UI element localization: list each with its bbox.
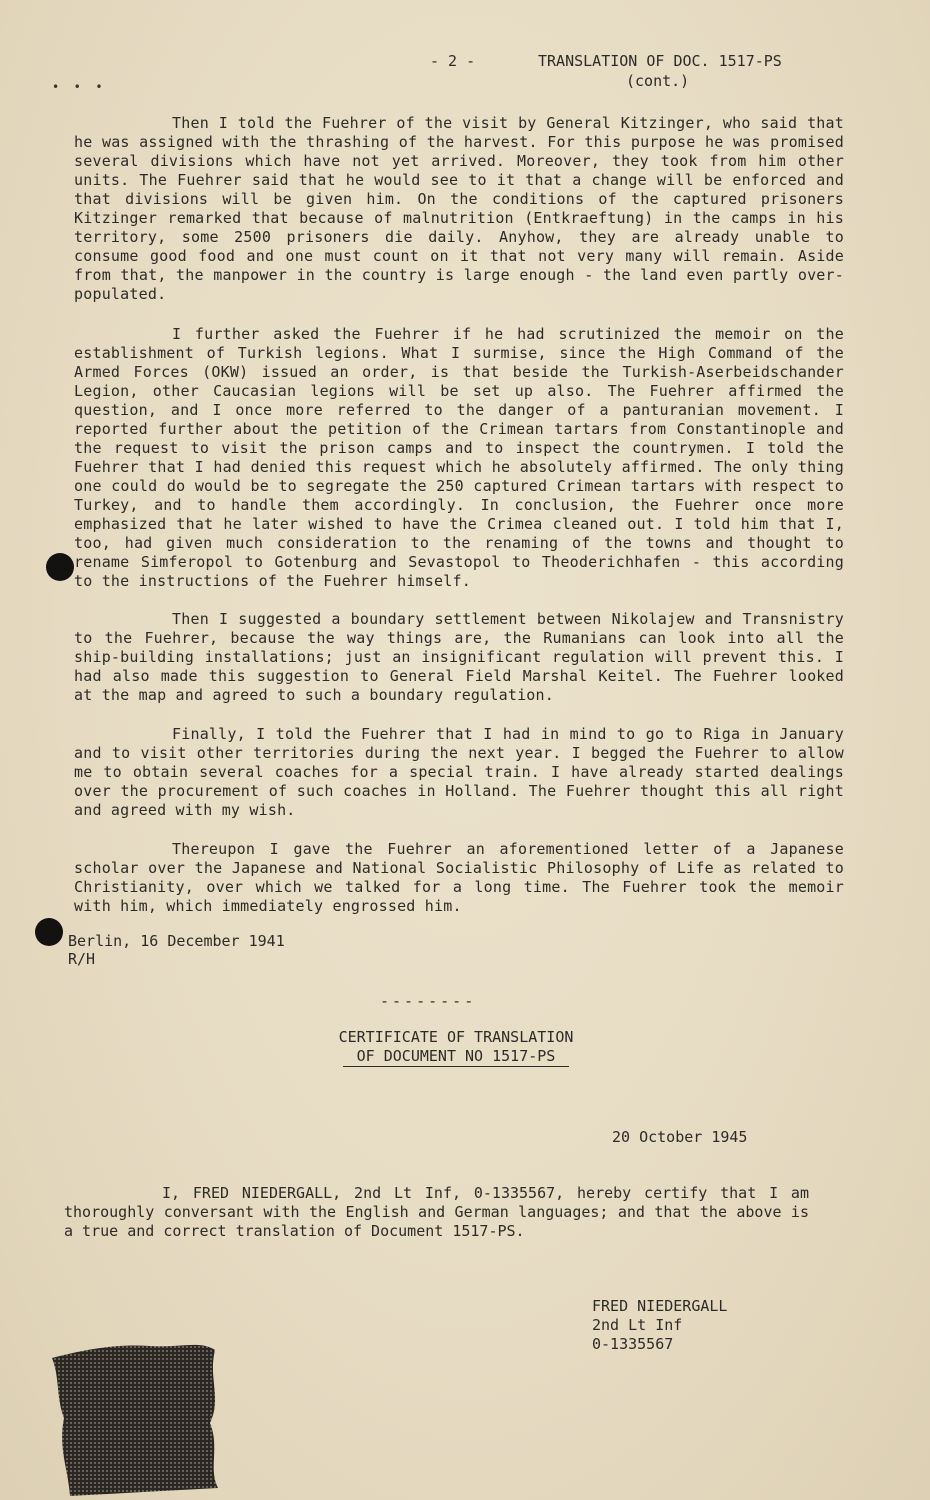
punch-hole [46, 553, 74, 581]
certificate-title [326, 1028, 586, 1067]
ink-stamp-blot [50, 1338, 230, 1498]
corner-mark: • • • [52, 80, 103, 94]
signature-number: 0-1335567 [592, 1335, 674, 1353]
certificate-title-line1: CERTIFICATE OF TRANSLATION [338, 1028, 574, 1046]
signature-name: FRED NIEDERGALL [592, 1297, 728, 1315]
section-divider: -------- [380, 992, 477, 1010]
paragraph: Then I told the Fuehrer of the visit by General Kitzinger, who said that he was assigned with the thrashing of the harvest. For this purpose he was promised several divisions which have not yet arrived. Moreover, they took from him other units. The Fuehrer said that he would see to it that a change will be enforced and that divisions will be given him. On the conditions of the captured prisoners Kitzinger remarked that because of malnutrition (Entkraeftung) in the camps in his territory, some 2500 prisoners die daily. Anyhow, they are already unable to consume good food and one must count on it that not very many will remain. Aside from that, the manpower in the country is large enough - the land even partly over-populated. [74, 114, 844, 303]
document-title: TRANSLATION OF DOC. 1517-PS [538, 52, 782, 70]
paragraph: Then I suggested a boundary settlement between Nikolajew and Transnistry to the Fuehrer, because the way things are, the Rumanians can look into all the ship-building installations; just an insignificant regulation will prevent this. I had also made this suggestion to General Field Marshal Keitel. The Fuehrer looked at the map and agreed to such a boundary regulation. [74, 610, 844, 704]
signature-rank: 2nd Lt Inf [592, 1316, 683, 1334]
stamp-shape [52, 1345, 218, 1496]
page-number: - 2 - [430, 52, 476, 70]
punch-hole [35, 918, 63, 946]
certificate-date: 20 October 1945 [612, 1128, 748, 1146]
certificate-body: I, FRED NIEDERGALL, 2nd Lt Inf, 0-1335567, hereby certify that I am thoroughly conversant with the English and German languages; and that the above is a true and correct translation of Document 1517-PS. [64, 1184, 809, 1240]
dateline: Berlin, 16 December 1941 [68, 932, 285, 950]
paragraph: I further asked the Fuehrer if he had scrutinized the memoir on the establishment of Turkish legions. What I surmise, since the High Command of the Armed Forces (OKW) issued an order, is that beside the Turkish-Aserbeidschander Legion, other Caucasian legions will be set up also. The Fuehrer affirmed the question, and I once more referred to the danger of a panturanian movement. I reported further about the petition of the Crimean tartars from Constantinople and the request to visit the prison camps and to inspect the countrymen. I told the Fuehrer that I had denied this request which he absolutely affirmed. The only thing one could do would be to segregate the 250 captured Crimean tartars with respect to Turkey, and to handle them accordingly. In conclusion, the Fuehrer once more emphasized that he later wished to have the Crimea cleaned out. I told him that I, too, had given much consideration to the renaming of the towns and thought to rename Simferopol to Gotenburg and Sevastopol to Theoderichhafen - this according to the instructions of the Fuehrer himself. [74, 325, 844, 590]
paragraph: Thereupon I gave the Fuehrer an aforementioned letter of a Japanese scholar over the Japanese and National Socialistic Philosophy of Life as related to Christianity, over which we talked for a long time. The Fuehrer took the memoir with him, which immediately engrossed him. [74, 840, 844, 915]
certificate-title-line2: OF DOCUMENT NO 1517-PS [343, 1047, 570, 1067]
continued-label: (cont.) [626, 72, 690, 90]
paragraph: Finally, I told the Fuehrer that I had in mind to go to Riga in January and to visit other territories during the next year. I begged the Fuehrer to allow me to obtain several coaches for a special train. I have already started dealings over the procurement of such coaches in Holland. The Fuehrer thought this all right and agreed with my wish. [74, 725, 844, 819]
initials: R/H [68, 950, 96, 968]
signature-block [592, 1297, 727, 1354]
